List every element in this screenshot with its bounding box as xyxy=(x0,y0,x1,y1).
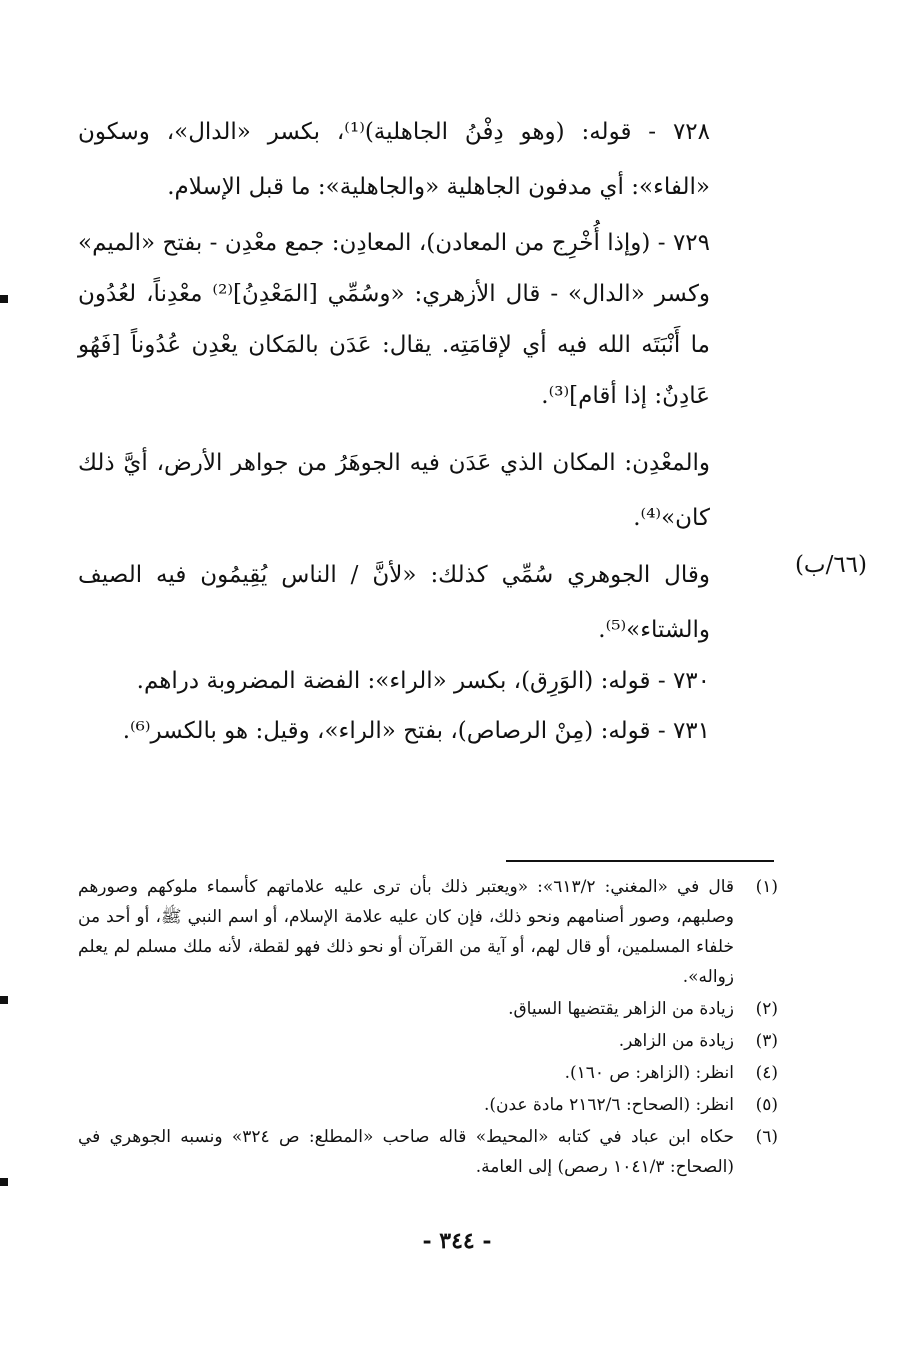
footnote-2 xyxy=(78,994,778,1024)
paragraph-728-text: ٧٢٨ - قوله: (وهو دِفْنُ الجاهلية)⁽¹⁾، بكسر «الدال»، وسكون «الفاء»: أي مدفون الجاهلية «والجاهلية»: ما قبل الإسلام. xyxy=(78,119,710,200)
footnote-text: انظر: (الزاهر: ص ١٦٠). xyxy=(564,1063,734,1083)
page-number: - ٣٤٤ - xyxy=(422,1228,492,1254)
footnote-number: (٣) xyxy=(755,1031,778,1051)
paragraph-730 xyxy=(78,655,710,707)
paragraph-731 xyxy=(78,705,710,757)
footnote-1 xyxy=(78,872,778,992)
footnote-text: حكاه ابن عباد في كتابه «المحيط» قاله صاحب «المطلع: ص ٣٢٤» ونسبه الجوهري في (الصحاح: ١٠٤١/٣ رصص) إلى العامة. xyxy=(78,1127,734,1177)
paragraph-729 xyxy=(78,218,710,422)
paragraph-729-text: ٧٢٩ - (وإذا أُخْرِج من المعادن)، المعادِن: جمع معْدِن - بفتح «الميم» وكسر «الدال» - قال الأزهري: «وسُمِّي [المَعْدِنُ]⁽²⁾ معْدِناً، لعُدُون ما أَنْبَتَه الله فيه أي لإقامَتِه. يقال: عَدَن بالمَكان يعْدِن عُدُوناً [فَهُو عَادِنٌ: إذا أقام]⁽³⁾. xyxy=(78,230,710,409)
footnotes xyxy=(78,872,778,1184)
paragraph-jawhari-text: وقال الجوهري سُمِّي كذلك: «لأنَّ / الناس يُقِيمُون فيه الصيف والشتاء»⁽⁵⁾. xyxy=(78,562,710,643)
scan-edge-mark xyxy=(0,1178,8,1186)
footnote-text: قال في «المغني: ٦١٣/٢»: «ويعتبر ذلك بأن ترى عليه علاماتهم كأسماء ملوكهم وصورهم وصلبهم، وصور أصنامهم ونحو ذلك، فإن كان عليه علامة الإسلام، أو اسم النبي ﷺ، أو أحد من خلفاء المسلمين، أو قال لهم، أو آية من القرآن أو نحو ذلك فهو لقطة، لأنه ملك مسلم لم يعلم زواله». xyxy=(78,877,734,987)
footnote-number: (١) xyxy=(755,877,778,897)
footnote-6 xyxy=(78,1122,778,1182)
scan-edge-mark xyxy=(0,295,8,303)
paragraph-mahdin xyxy=(78,436,710,546)
footnote-text: زيادة من الزاهر. xyxy=(618,1031,734,1051)
footnote-separator xyxy=(506,860,774,862)
footnote-text: زيادة من الزاهر يقتضيها السياق. xyxy=(508,999,734,1019)
footnote-4 xyxy=(78,1058,778,1088)
footnote-number: (٥) xyxy=(755,1095,778,1115)
footnote-number: (٢) xyxy=(755,999,778,1019)
footnote-3 xyxy=(78,1026,778,1056)
paragraph-mahdin-text: والمعْدِن: المكان الذي عَدَن فيه الجوهَرُ من جواهر الأرض، أيَّ ذلك كان»⁽⁴⁾. xyxy=(78,450,710,531)
paragraph-jawhari xyxy=(78,548,710,658)
paragraph-731-text: ٧٣١ - قوله: (مِنْ الرصاص)، بفتح «الراء»، وقيل: هو بالكسر⁽⁶⁾. xyxy=(122,718,710,744)
paragraph-730-text: ٧٣٠ - قوله: (الوَرِق)، بكسر «الراء»: الفضة المضروبة دراهم. xyxy=(136,668,710,694)
paragraph-728 xyxy=(78,105,710,215)
footnote-number: (٦) xyxy=(755,1127,778,1147)
manuscript-folio-marker: (٦٦/ب) xyxy=(794,552,868,578)
footnote-number: (٤) xyxy=(755,1063,778,1083)
footnote-5 xyxy=(78,1090,778,1120)
footnote-text: انظر: (الصحاح: ٢١٦٢/٦ مادة عدن). xyxy=(483,1095,734,1115)
scan-edge-mark xyxy=(0,996,8,1004)
